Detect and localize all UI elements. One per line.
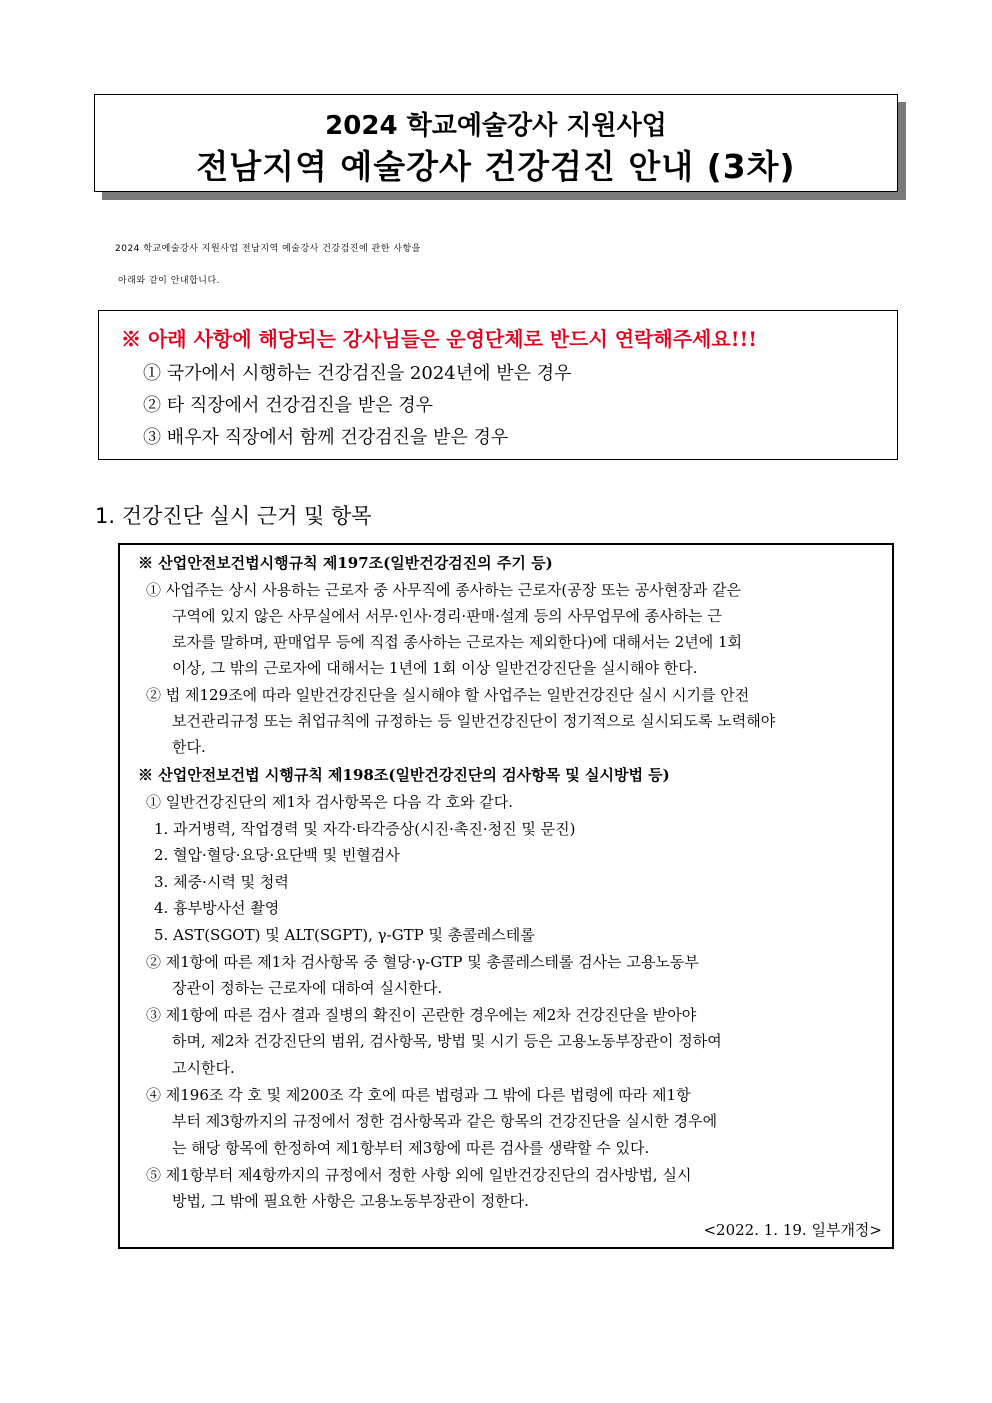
intro-line1: 2024 학교예술강사 지원사업 전남지역 예술강사 건강검진에 관한 사항을 [115, 244, 421, 254]
law-line: ③ 제1항에 따른 검사 결과 질병의 확진이 곤란한 경우에는 제2차 건강진단을 받아야 [146, 1006, 697, 1024]
notice-heading: ※ 아래 사항에 해당되는 강사님들은 운영단체로 반드시 연락해주세요!!! [121, 327, 758, 351]
title-box [94, 94, 898, 192]
law-line: ⑤ 제1항부터 제4항까지의 규정에서 정한 사항 외에 일반건강진단의 검사방법, 실시 [146, 1166, 692, 1184]
law-list-item: 4. 흉부방사선 촬영 [154, 899, 280, 917]
law-line: 구역에 있지 않은 사무실에서 서무·인사·경리·판매·설계 등의 사무업무에 종사하는 근 [172, 607, 722, 625]
intro-line2: 아래와 같이 안내합니다. [118, 276, 221, 286]
page-title: 전남지역 예술강사 건강검진 안내 (3차) [196, 147, 796, 186]
notice-item-2: ② 타 직장에서 건강검진을 받은 경우 [143, 395, 434, 416]
law-heading-197: ※ 산업안전보건법시행규칙 제197조(일반건강검진의 주기 등) [138, 554, 553, 572]
law-list-item: 5. AST(SGOT) 및 ALT(SGPT), γ-GTP 및 총콜레스테롤 [154, 926, 535, 944]
law-heading-198: ※ 산업안전보건법 시행규칙 제198조(일반건강진단의 검사항목 및 실시방법 등) [138, 766, 670, 784]
law-list-item: 3. 체중·시력 및 청력 [154, 873, 289, 891]
law-line: ① 일반건강진단의 제1차 검사항목은 다음 각 호와 같다. [146, 793, 513, 811]
title-line1: 2024 학교예술강사 지원사업 [325, 111, 667, 141]
law-list-item: 2. 혈압·혈당·요당·요단백 및 빈혈검사 [154, 846, 400, 864]
notice-item-1: ① 국가에서 시행하는 건강검진을 2024년에 받은 경우 [143, 363, 572, 384]
law-line: 고시한다. [172, 1059, 235, 1077]
revision-note: <2022. 1. 19. 일부개정> [703, 1221, 882, 1239]
law-line: 방법, 그 밖에 필요한 사항은 고용노동부장관이 정한다. [172, 1192, 529, 1210]
law-line: 장관이 정하는 근로자에 대하여 실시한다. [172, 979, 443, 997]
law-line: ② 법 제129조에 따라 일반건강진단을 실시해야 할 사업주는 일반건강진단 실시 시기를 안전 [146, 686, 750, 704]
law-line: ④ 제196조 각 호 및 제200조 각 호에 따른 법령과 그 밖에 다른 법령에 따라 제1항 [146, 1086, 691, 1104]
notice-item-3: ③ 배우자 직장에서 함께 건강검진을 받은 경우 [143, 427, 509, 448]
law-line: 로자를 말하며, 판매업무 등에 직접 종사하는 근로자는 제외한다)에 대해서는 2년에 1회 [172, 633, 743, 651]
law-line: 는 해당 항목에 한정하여 제1항부터 제3항에 따른 검사를 생략할 수 있다. [172, 1139, 650, 1157]
law-box [118, 543, 894, 1249]
section-title: 1. 건강진단 실시 근거 및 항목 [95, 504, 372, 528]
law-list-item: 1. 과거병력, 작업경력 및 자각·타각증상(시진·촉진·청진 및 문진) [154, 820, 576, 838]
notice-box [98, 310, 898, 460]
law-line: 이상, 그 밖의 근로자에 대해서는 1년에 1회 이상 일반건강진단을 실시해야 한다. [172, 659, 698, 677]
law-line: 한다. [172, 738, 206, 756]
law-line: ① 사업주는 상시 사용하는 근로자 중 사무직에 종사하는 근로자(공장 또는 공사현장과 같은 [146, 581, 741, 599]
intro-paragraph [115, 233, 875, 297]
law-line: 보건관리규정 또는 취업규칙에 규정하는 등 일반건강진단이 정기적으로 실시되도록 노력해야 [172, 712, 776, 730]
law-line: 부터 제3항까지의 규정에서 정한 검사항목과 같은 항목의 건강진단을 실시한 경우에 [172, 1112, 718, 1130]
law-line: ② 제1항에 따른 제1차 검사항목 중 혈당·γ-GTP 및 총콜레스테롤 검사는 고용노동부 [146, 953, 699, 971]
law-line: 하며, 제2차 건강진단의 범위, 검사항목, 방법 및 시기 등은 고용노동부장관이 정하여 [172, 1032, 722, 1050]
